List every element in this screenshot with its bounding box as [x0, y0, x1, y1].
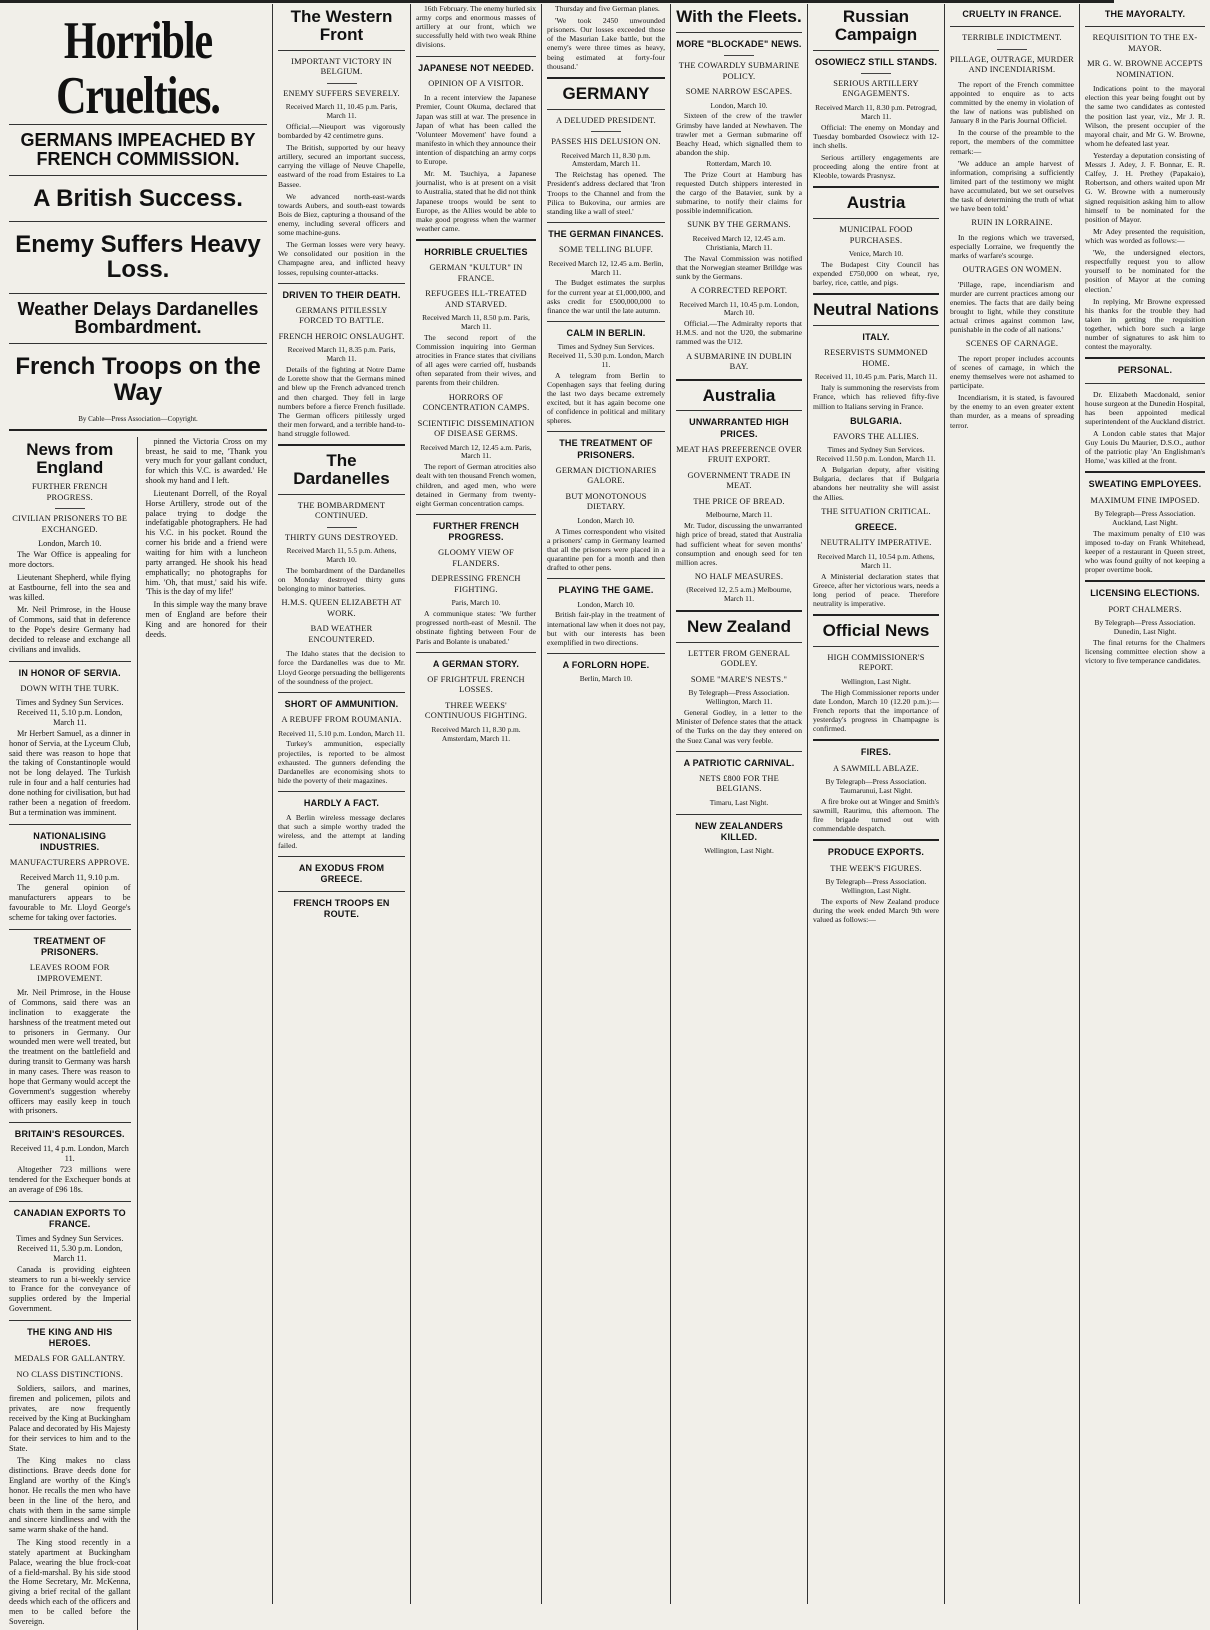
- paragraph: Mr Adey presented the requisition, which was worded as follows:—: [1085, 226, 1205, 245]
- paragraph: The maximum penalty of £10 was imposed to-day on Frank Whitehead, keeper of a restaurant in Queen street, who was found guilty of not keeping a proper overtime book.: [1085, 528, 1205, 575]
- column-1-right: [146, 437, 268, 1630]
- subhead: A SAWMILL ABLAZE.: [833, 763, 919, 773]
- paragraph: The final returns for the Chalmers licensing committee election show a victory to five temperance candidates.: [1085, 637, 1205, 666]
- dateline: Received March 11, 8.30 p.m. Amsterdam, March 11.: [561, 150, 651, 169]
- headline-french-troops: French Troops on the Way: [15, 353, 261, 406]
- subhead: THE BOMBARDMENT CONTINUED.: [297, 500, 386, 521]
- subhead: PRODUCE EXPORTS.: [827, 847, 925, 858]
- paragraph: A Times correspondent who visited a prisoners' camp in Germany learned that all the prisoners were placed in a quarantine pen for a month and then drafted to other pens.: [547, 526, 665, 573]
- subhead: SOME "MARE'S NESTS.": [690, 674, 788, 684]
- subhead: THREE WEEKS' CONTINUOUS FIGHTING.: [424, 700, 528, 721]
- subhead: SOME NARROW ESCAPES.: [685, 87, 793, 97]
- dateline: Times and Sydney Sun Services. Received 11, 5.30 p.m. London, March 11.: [16, 1234, 124, 1263]
- subhead: AN EXODUS FROM GREECE.: [298, 862, 385, 884]
- column-1-left: [9, 437, 138, 1630]
- headline-with-the-fleets: With the Fleets.: [676, 7, 802, 26]
- subhead: THIRTY GUNS DESTROYED.: [284, 532, 399, 542]
- subhead: MAXIMUM FINE IMPOSED.: [1090, 495, 1200, 505]
- subhead: PASSES HIS DELUSION ON.: [551, 137, 661, 147]
- headline-austria: Austria: [846, 193, 906, 213]
- subhead: FRENCH TROOPS EN ROUTE.: [293, 898, 390, 920]
- subhead: FAVORS THE ALLIES.: [833, 431, 919, 441]
- column-1-body: [9, 437, 267, 1630]
- headline-news-from-england: News from England: [26, 439, 114, 477]
- subhead: CRUELTY IN FRANCE.: [962, 9, 1062, 19]
- headline-british-success: A British Success.: [33, 184, 243, 212]
- dateline: By Telegraph—Press Association. Wellington, Last Night.: [825, 877, 927, 895]
- paragraph: A communique states: 'We further progressed north-east of Mesnil. The obstinate fighting between Four de Paris and Bolante is unabated.': [416, 609, 536, 646]
- dateline: Received March 11, 8.50 p.m. Paris, March 11.: [422, 313, 530, 332]
- dateline: (Received 12, 2.5 a.m.) Melbourne, March 11.: [686, 585, 792, 604]
- subhead: HORRORS OF CONCENTRATION CAMPS.: [422, 392, 530, 413]
- top-rule: [0, 0, 1114, 3]
- subhead: UNWARRANTED HIGH PRICES.: [689, 417, 789, 439]
- subhead: THE MAYORALTY.: [1104, 9, 1186, 19]
- paragraph: The second report of the Commission inquiring into German atrocities in France states that civilians of all ages were carried off, husbands often separated from their wives, and parents from their children.: [416, 332, 536, 388]
- subhead: NO HALF MEASURES.: [694, 571, 784, 581]
- subhead: RESERVISTS SUMMONED HOME.: [824, 348, 928, 368]
- subhead: FIRES.: [860, 747, 892, 758]
- paragraph: Sixteen of the crew of the trawler Grimsby have landed at Newhaven. The trawler met a German submarine off Beachy Head, which signalled them to abandon the ship.: [676, 111, 802, 157]
- dateline: Received March 11, 5.5 p.m. Athens, March 10.: [286, 546, 397, 565]
- paragraph: Lieutenant Dorrell, of the Royal Horse Artillery, strode out of the palace trying to dodge the indefatigable photographers. He had his V.C. in his pocket. Round the corner his bride and a friend were waiting for him with a luncheon party arranged. He shook his head emphatically; no photographs for him. 'Oh, that must,' said his wife. 'This is the day of my life!': [145, 488, 267, 597]
- subhead: JAPANESE NOT NEEDED.: [418, 62, 534, 73]
- column-4: [541, 4, 670, 1604]
- subhead: LEAVES ROOM FOR IMPROVEMENT.: [29, 963, 110, 983]
- dateline: Rotterdam, March 10.: [706, 159, 772, 169]
- column-5: [670, 4, 807, 1604]
- dateline: By Telegraph—Press Association. Wellington, March 11.: [688, 688, 790, 707]
- subhead: FURTHER FRENCH PROGRESS.: [31, 482, 108, 502]
- dateline: London, March 10.: [577, 599, 635, 609]
- subhead: LETTER FROM GENERAL GODLEY.: [688, 648, 790, 669]
- subhead: IMPORTANT VICTORY IN BELGIUM.: [291, 56, 392, 77]
- subhead: A SUBMARINE IN DUBLIN BAY.: [686, 351, 792, 372]
- subhead: MEAT HAS PREFERENCE OVER FRUIT EXPORT.: [676, 444, 802, 465]
- subhead: TREATMENT OF PRISONERS.: [33, 935, 106, 957]
- dateline: Times and Sydney Sun Services. Received 11, 5.10 p.m. London, March 11.: [16, 698, 124, 728]
- paragraph: Altogether 723 millions were tendered for the Exchequer bonds at an average of £96 18s.: [9, 1165, 131, 1194]
- paragraph: The report proper includes accounts of scenes of carnage, in which the enemy themselves were not ashamed to participate.: [950, 353, 1074, 391]
- paragraph: British fair-play in the treatment of international law when it does not pay, but with our interests has been exemplified in two directions.: [547, 610, 665, 647]
- dateline: Times and Sydney Sun Services. Received 11, 5.30 p.m. London, March 11.: [548, 342, 664, 369]
- paragraph: The Reichstag has opened. The President's address declared that 'Iron Troops to the Channel and from the Pilica to Bukovina, our armies are standing like a wall of steel.': [547, 170, 665, 216]
- paragraph: Mr. Neil Primrose, in the House of Commons, said there was an inclination to exaggerate the harshness of the treatment meted out to prisoners in Germany. Our wounded men were well treated, but the treatment on the battlefield and during transit to Germany was harsh in many cases. There was reason to hope that Germany would accept the Government's suggestion whereby officers may easily keep in touch with prisoners.: [9, 988, 131, 1116]
- dateline: Received March 11, 10.45 p.m. London, March 10.: [679, 299, 799, 318]
- subhead: ITALY.: [862, 332, 890, 343]
- subhead: GLOOMY VIEW OF FLANDERS.: [438, 548, 514, 568]
- paragraph: The British, supported by our heavy artillery, secured an important success, carrying the village of Neuve Chapelle, eastward of the road from Estaires to La Bassee.: [278, 143, 405, 189]
- dateline: Received March 12, 12.45 a.m. Paris, March 11.: [420, 442, 532, 461]
- paragraph: The King makes no class distinctions. Brave deeds done for England are worthy of the King's honor. He recalls the men who have been in the line of the hero, and chats with them in the same simple and sincere kindliness and with the same warm shake of the hand.: [9, 1456, 131, 1535]
- column-1: [4, 4, 272, 1626]
- headline-western-front: The Western Front: [290, 7, 393, 44]
- headline-germany: GERMANY: [562, 83, 650, 103]
- paragraph: A Ministerial declaration states that Greece, after her victorious wars, needs a long period of peace. Therefore neutrality is imperative.: [813, 571, 939, 608]
- credit-line: By Cable—Press Association—Copyright.: [78, 414, 198, 423]
- subhead: THE WEEK'S FIGURES.: [830, 863, 922, 873]
- subhead: GERMAN "KULTUR" IN FRANCE.: [429, 263, 523, 283]
- paragraph: Lieutenant Shepherd, while flying at Eastbourne, fell into the sea and was killed.: [9, 572, 131, 602]
- dateline: Paris, March 10.: [451, 598, 501, 608]
- paragraph: The Budapest City Council has expended £750,000 on wheat, rye, barley, rice, cattle, and pigs.: [813, 260, 939, 288]
- subhead: A GERMAN STORY.: [432, 658, 520, 669]
- dateline: Received March 12, 12.45 a.m. Berlin, March 11.: [548, 258, 664, 277]
- subhead: PLAYING THE GAME.: [558, 585, 654, 596]
- paragraph: In this simple way the many brave men of England are before their King and are honored for their deeds.: [145, 600, 267, 639]
- subhead: FRENCH HEROIC ONSLAUGHT.: [278, 331, 405, 341]
- subhead: THE TREATMENT OF PRISONERS.: [559, 438, 653, 460]
- subhead: OF FRIGHTFUL FRENCH LOSSES.: [427, 674, 525, 695]
- subhead: CALM IN BERLIN.: [566, 327, 646, 338]
- subhead: A DELUDED PRESIDENT.: [556, 115, 656, 125]
- subhead: NATIONALISING INDUSTRIES.: [33, 830, 107, 852]
- subhead: SHORT OF AMMUNITION.: [284, 698, 399, 709]
- paragraph: Mr. Neil Primrose, in the House of Commons, said that in deference to the Pope's desire Germany had decided to release and exchange all civilians and invalids.: [9, 605, 131, 654]
- subhead: CANADIAN EXPORTS TO FRANCE.: [13, 1207, 126, 1229]
- subhead: CIVILIAN PRISONERS TO BE EXCHANGED.: [12, 514, 128, 534]
- paragraph: General Godley, in a letter to the Minister of Defence states that the attack of the Turks on the day they entered on the Suez Canal was very feeble.: [676, 708, 802, 745]
- paragraph: Official.—The Admiralty reports that H.M.S. and not the U20, the submarine rammed was the U12.: [676, 319, 802, 347]
- paragraph: 'We adduce an ample harvest of information, comprising a sufficiently limited part of the testimony we might have accumulated, but we set ourselves the task of determining the truth of what we have been told.': [950, 158, 1074, 214]
- subhead: BULGARIA.: [850, 415, 902, 426]
- paragraph: A telegram from Berlin to Copenhagen says that feeling during the last two days became extremely excited, but it has again become one of confidence in political and military spheres.: [547, 370, 665, 426]
- paragraph: A Berlin wireless message declares that such a simple worthy traded the wireless, and the attempt at landing failed.: [278, 813, 405, 850]
- paragraph: We advanced north-east-wards towards Aubers, and south-east towards Bois de Biez, capturing a thousand of the enemy, including several officers and some machine-guns.: [278, 191, 405, 238]
- paragraph: 'We took 2450 unwounded prisoners. Our losses exceeded those of the Masurian Lake battle, but the enemy's were three times as heavy, being estimated at forty-four thousand.': [547, 16, 665, 71]
- dateline: Melbourne, March 11.: [705, 510, 773, 520]
- paragraph: The exports of New Zealand produce during the week ended March 9th were valued as follows:—: [813, 896, 939, 924]
- subhead: DOWN WITH THE TURK.: [20, 683, 120, 693]
- headline-weather-delays: Weather Delays Dardanelles Bombardment.: [17, 298, 259, 338]
- dateline: By Telegraph—Press Association. Dunedin, Last Night.: [1094, 618, 1196, 637]
- subhead: GERMAN DICTIONARIES GALORE.: [555, 465, 657, 486]
- subhead: H.M.S. QUEEN ELIZABETH AT WORK.: [281, 598, 402, 618]
- subhead: THE COWARDLY SUBMARINE POLICY.: [678, 61, 800, 81]
- subhead: OUTRAGES ON WOMEN.: [962, 265, 1062, 275]
- paragraph: Mr. M. Tsuchiya, a Japanese journalist, who is at present on a visit to Australia, stated that he did not think Japanese troops would be sent to Europe, as the Allies would be able to make good progress when the warmer weather came.: [416, 169, 536, 233]
- paragraph: In a recent interview the Japanese Premier, Count Okuma, declared that Japan was still at war. The presence in Japan of what has been called the 'Volunteer Movement' have found a manifesto in which they announce their intention of dispatching an army corps to Europe.: [416, 93, 536, 167]
- subhead: THE PRICE OF BREAD.: [693, 496, 785, 506]
- subhead: OSOWIECZ STILL STANDS.: [814, 56, 938, 67]
- subhead: LICENSING ELECTIONS.: [1090, 588, 1200, 599]
- paragraph: Turkey's ammunition, especially projectiles, is reported to be almost exhausted. The gunners defending the Dardanelles are economising shots to hide the poverty of their magazines.: [278, 739, 405, 785]
- dateline: Times and Sydney Sun Services. Received 11.50 p.m. London, March 11.: [816, 445, 936, 464]
- dateline: Received 11, 10.45 p.m. Paris, March 11.: [814, 372, 938, 382]
- dateline: Wellington, Last Night.: [704, 846, 774, 856]
- subhead: ENEMY SUFFERS SEVERELY.: [283, 88, 400, 98]
- dateline: London, March 10.: [710, 100, 768, 110]
- headline-australia: Australia: [702, 385, 776, 405]
- subhead: THE SITUATION CRITICAL.: [821, 506, 931, 516]
- dateline: Received 11, 4 p.m. London, March 11.: [10, 1144, 129, 1164]
- subhead: SOME TELLING BLUFF.: [559, 245, 653, 255]
- headline-dardanelles: The Dardanelles: [293, 451, 390, 488]
- paragraph: A London cable states that Major Guy Louis Du Maurier, D.S.O., author of the patriotic play 'An Englishman's Home,' was killed at the front.: [1085, 429, 1205, 466]
- paragraph: The Budget estimates the surplus for the current year at £1,000,000, and asks credit for £500,000,000 to finance the war until the late autumn.: [547, 278, 665, 315]
- subhead: THE GERMAN FINANCES.: [548, 228, 664, 239]
- headline-new-zealand: New Zealand: [687, 617, 791, 637]
- dateline: Received March 11, 8.30 p.m. Amsterdam, March 11.: [431, 724, 521, 743]
- subhead: SCIENTIFIC DISSEMINATION OF DISEASE GERMS.: [417, 418, 535, 439]
- headline-russian-campaign: Russian Campaign: [834, 7, 918, 44]
- subhead: IN HONOR OF SERVIA.: [18, 667, 121, 678]
- dateline: By Telegraph—Press Association. Taumarunui, Last Night.: [825, 777, 927, 795]
- subhead: DEPRESSING FRENCH FIGHTING.: [431, 574, 521, 594]
- subhead: REQUISITION TO THE EX-MAYOR.: [1092, 33, 1198, 53]
- subhead: OPINION OF A VISITOR.: [428, 78, 524, 88]
- dateline: Venice, March 10.: [848, 249, 904, 259]
- paragraph: Serious artillery engagements are proceeding along the entire front at Kleoble, towards Prasnysz.: [813, 153, 939, 181]
- subhead: NETS £800 FOR THE BELGIANS.: [699, 773, 779, 794]
- subhead: GERMANS PITILESSLY FORCED TO BATTLE.: [295, 305, 388, 326]
- subhead: SWEATING EMPLOYEES.: [1088, 479, 1202, 490]
- subhead: A CORRECTED REPORT.: [690, 286, 788, 296]
- subhead: RUIN IN LORRAINE.: [971, 218, 1053, 228]
- subhead: FURTHER FRENCH PROGRESS.: [433, 520, 519, 543]
- paragraph: The report of the French committee appointed to enquire as to acts committed by the enemy in violation of the law of nations was published on January 8 in the Paris Journal Officiel.: [950, 79, 1074, 126]
- dateline: Received March 11, 8.30 p.m. Petrograd, March 11.: [815, 102, 937, 121]
- paragraph: In replying, Mr Browne expressed his thanks for the trouble they had taken in getting the requisition together, which bore such a large number of signatures to ask him to contest the mayoralty.: [1085, 296, 1205, 352]
- paragraph: The German losses were very heavy. We consolidated our position in the Champagne area, and inflicted heavy losses, repulsing counter-attacks.: [278, 240, 405, 277]
- paragraph: Canada is providing eighteen steamers to run a bi-weekly service to France for the conveyance of supplies ordered by the Imperial Government.: [9, 1264, 131, 1314]
- paragraph: The Idaho states that the decision to force the Dardanelles was due to Mr. Lloyd George persuading the belligerents of the soundness of the project.: [278, 649, 405, 686]
- paragraph: The High Commissioner reports under date London, March 10 (12.20 p.m.):—French reports that the importance of yesterday's progress in Champagne is confirmed.: [813, 687, 939, 734]
- paragraph: pinned the Victoria Cross on my breast, he said to me, 'Thank you very much for your gallant conduct, for which this V.C. is awarded.' He shook my hand and I left.: [145, 436, 267, 486]
- subhead: MR G. W. BROWNE ACCEPTS NOMINATION.: [1087, 59, 1203, 79]
- paragraph: Official: The enemy on Monday and Tuesday bombarded Osowiecz with 12-inch shells.: [813, 122, 939, 150]
- paragraph: The bombardment of the Dardanelles on Monday destroyed thirty guns belonging to minor batteries.: [278, 566, 405, 594]
- subhead: HIGH COMMISSIONER'S REPORT.: [827, 652, 925, 673]
- subhead: REFUGEES ILL-TREATED AND STARVED.: [425, 289, 527, 309]
- subhead: MUNICIPAL FOOD PURCHASES.: [839, 225, 913, 245]
- dateline: Received March 11, 10.54 p.m. Athens, March 11.: [817, 551, 935, 570]
- subhead: NEUTRALITY IMPERATIVE.: [820, 538, 932, 548]
- paragraph: The Prize Court at Hamburg has requested Dutch shippers interested in the cargo of the Batavier, sunk by a submarine, to notify their claims for possible indemnification.: [676, 169, 802, 216]
- paragraph: Incendiarism, it is stated, is favoured by the enemy to an even greater extent than murder, as a means of spreading terror.: [950, 393, 1074, 430]
- dateline: Berlin, March 10.: [579, 674, 633, 684]
- dateline: Wellington, Last Night.: [841, 676, 911, 686]
- paragraph: Italy is summoning the reservists from France, which has relieved fifty-five million to Italians serving in France.: [813, 383, 939, 411]
- paragraph: Details of the fighting at Notre Dame de Lorette show that the Germans mined and blew up the French advanced trench and then charged. They fell in large numbers before a fierce French fusillade. The German officers pitilessly urged their men forward, and a terrible hand-to-hand struggle followed.: [278, 365, 405, 438]
- dateline: Received March 12, 12.45 a.m. Christiania, March 11.: [692, 233, 786, 252]
- subhead: BRITAIN'S RESOURCES.: [14, 1129, 125, 1140]
- dateline: Received March 11, 8.35 p.m. Paris, March 11.: [287, 345, 396, 364]
- subhead: NEW ZEALANDERS KILLED.: [695, 820, 783, 843]
- subhead: PERSONAL.: [1117, 365, 1173, 376]
- headline-enemy-loss: Enemy Suffers Heavy Loss.: [15, 231, 261, 284]
- subhead: SCENES OF CARNAGE.: [965, 339, 1059, 349]
- subhead: SUNK BY THE GERMANS.: [687, 220, 791, 230]
- dateline: London, March 10.: [577, 515, 635, 525]
- dateline: Received March 11, 10.45 p.m. Paris, March 11.: [285, 102, 398, 121]
- column-6: [807, 4, 944, 1604]
- subhead: HORRIBLE CRUELTIES: [424, 246, 528, 257]
- dateline: Received 11, 5.10 p.m. London, March 11.: [278, 728, 405, 738]
- subhead: MANUFACTURERS APPROVE.: [9, 858, 130, 868]
- subhead: SERIOUS ARTILLERY ENGAGEMENTS.: [833, 78, 919, 99]
- paragraph: In the course of the preamble to the report, the members of the committee remark:—: [950, 128, 1074, 156]
- subhead: TERRIBLE INDICTMENT.: [962, 33, 1062, 43]
- dateline: Received March 11, 9.10 p.m.: [20, 872, 120, 882]
- subhead: PORT CHALMERS.: [1108, 604, 1182, 614]
- headline-neutral-nations: Neutral Nations: [813, 300, 939, 320]
- headline-horrible-cruelties: Horrible Cruelties.: [56, 12, 220, 126]
- paragraph: Yesterday a deputation consisting of Messrs J. Adey, J. F. Bonnar, E. R. Calfey, J. H. Prethey (Papakaio), Robertson, and others waited upon Mr G. W. Browne with a numerously signed requisition asking him to allow himself to be nominated for the position of Mayor.: [1085, 151, 1205, 224]
- paragraph: Thursday and five German planes.: [555, 4, 660, 13]
- subhead: PILLAGE, OUTRAGE, MURDER AND INCENDIARISM.: [950, 54, 1074, 75]
- paragraph: Mr Herbert Samuel, as a dinner in honor of Servia, at the Lyceum Club, said there was reason to hope that the taking of Constantinople would not be long delayed. The Turkish rule in four and a half centuries had done nothing for civilisation, but had rather been a negation of freedom. But a termination was imminent.: [9, 728, 131, 817]
- paragraph: Mr. Tudor, discussing the unwarranted high price of bread, stated that Australia had sufficient wheat for seven months' consumption and enough seed for ten million acres.: [676, 521, 802, 567]
- dateline: By Telegraph—Press Association. Auckland, Last Night.: [1094, 509, 1196, 528]
- subhead: HARDLY A FACT.: [303, 797, 380, 808]
- paragraph: In the regions which we traversed, especially Lorraine, we frequently the marks of warfare's scourge.: [950, 232, 1074, 260]
- column-7: [944, 4, 1079, 1604]
- column-8: [1079, 4, 1210, 1604]
- paragraph: The King stood recently in a stately apartment at Buckingham Palace, wearing the blue frock-coat of a field-marshal. By his side stood the Home Secretary, Mr. McKenna, giving a brief recital of the gallant deeds which each of the officers and men to be called before the Sovereign.: [9, 1538, 131, 1626]
- subhead: A PATRIOTIC CARNIVAL.: [683, 757, 795, 768]
- dateline: Timaru, Last Night.: [709, 797, 769, 807]
- subhead: NO CLASS DISTINCTIONS.: [16, 1369, 124, 1379]
- subhead: MEDALS FOR GALLANTRY.: [14, 1354, 126, 1364]
- paragraph: 16th February. The enemy hurled six army corps and enormous masses of artillery at our front, which we successfully held with two weak Rhine divisions.: [416, 4, 536, 50]
- paragraph: A fire broke out at Winger and Smith's sawmill, Raurimu, this afternoon. The fire brigade turned out with commendable despatch.: [813, 796, 939, 834]
- paragraph: Dr. Elizabeth Macdonald, senior house surgeon at the Dunedin Hospital, has been appointed medical superintendent of the Auckland district.: [1085, 389, 1205, 426]
- subhead: BAD WEATHER ENCOUNTERED.: [308, 624, 375, 644]
- subhead: BUT MONOTONOUS DIETARY.: [565, 491, 647, 512]
- subhead: A FORLORN HOPE.: [562, 659, 650, 670]
- paragraph: Indications point to the mayoral election this year being fought out by the same two candidates as contested the position last year, viz., Mr J. R. Wilson, the present occupier of the mayoral chair, and Mr G. W. Browne, whom he defeated last year.: [1085, 84, 1205, 148]
- paragraph: A Bulgarian deputy, after visiting Bulgaria, declares that if Bulgaria abandons her neutrality she will assist the Allies.: [813, 465, 939, 502]
- columns: [4, 4, 1205, 1626]
- subhead: MORE "BLOCKADE" NEWS.: [676, 38, 802, 49]
- headline-official-news: Official News: [822, 621, 930, 641]
- headline-germans-impeached: GERMANS IMPEACHED BY FRENCH COMMISSION.: [20, 130, 256, 170]
- paragraph: The general opinion of manufacturers appears to be favourable to Mr. Lloyd George's scheme for taking over factories.: [9, 883, 131, 922]
- paragraph: 'Pillage, rape, incendiarism and murder are current practices among our enemies. The facts that are daily being brought to light, while they constitute actual crimes against common law, punishable in the code of all nations.': [950, 279, 1074, 335]
- subhead: GOVERNMENT TRADE IN MEAT.: [687, 470, 791, 491]
- paragraph: The Naval Commission was notified that the Norwegian steamer Brilldge was sunk by the Germans.: [676, 253, 802, 281]
- subhead: DRIVEN TO THEIR DEATH.: [282, 289, 401, 300]
- paragraph: Official.—Nieuport was vigorously bombarded by 42 centimetre guns.: [278, 121, 405, 141]
- subhead: THE KING AND HIS HEROES.: [27, 1326, 113, 1349]
- subhead: A REBUFF FROM ROUMANIA.: [281, 715, 402, 725]
- dateline: London, March 10.: [38, 539, 102, 549]
- paragraph: Soldiers, sailors, and marines, firemen and policemen, pilots and privates, are now frequently received by the King at Buckingham Palace and decorated by His Majesty for their services to him and to the State.: [9, 1384, 131, 1453]
- column-2: [272, 4, 410, 1604]
- subhead: GREECE.: [855, 522, 897, 533]
- paragraph: The War Office is appealing for more doctors.: [9, 550, 131, 570]
- column-3: [410, 4, 541, 1604]
- paragraph: 'We, the undersigned electors, respectfully request you to allow yourself to be nominated for the position of Mayor at the coming election.': [1085, 248, 1205, 294]
- paragraph: The report of German atrocities also dealt with ten thousand French women, children, and aged men, who were detained in Germany from twenty-eight German concentration camps.: [416, 462, 536, 508]
